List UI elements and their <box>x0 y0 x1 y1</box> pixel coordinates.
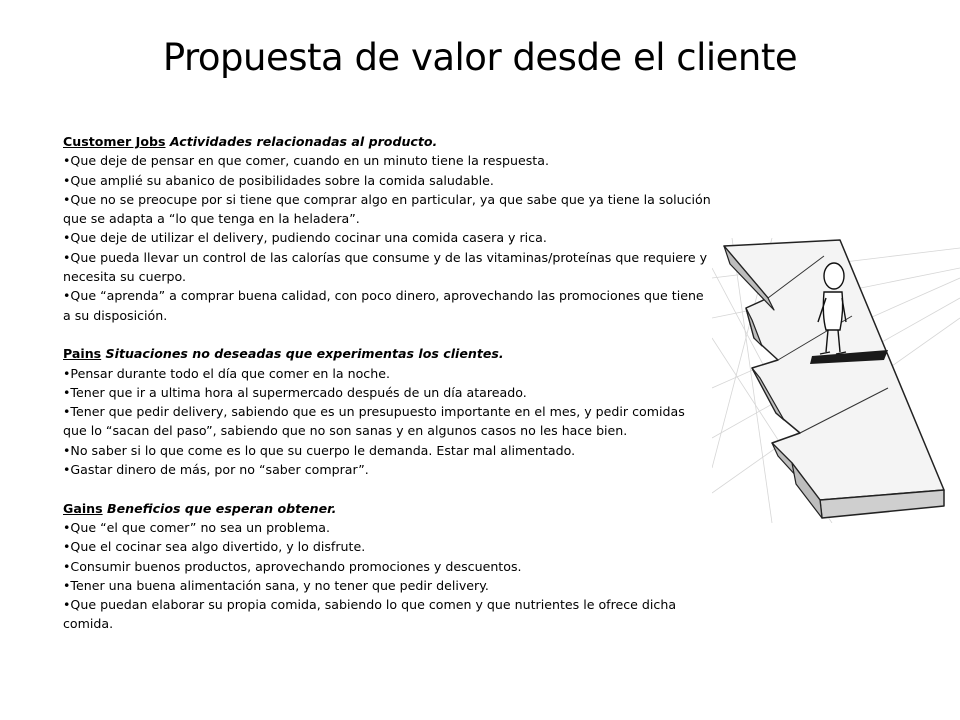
section-key: Pains <box>63 346 102 362</box>
section-description: Beneficios que esperan obtener. <box>102 500 337 516</box>
list-item: •Que deje de pensar en que comer, cuando en un minuto tiene la respuesta. <box>63 153 549 169</box>
path-figure-illustration <box>712 238 960 523</box>
list-item: •Que puedan elaborar su propia comida, sabiendo lo que comen y que nutrientes le ofrece dicha comida. <box>63 597 677 632</box>
list-item: •Pensar durante todo el día que comer en la noche. <box>63 365 390 381</box>
list-item: •Que no se preocupe por si tiene que comprar algo en particular, ya que sabe que ya tiene la solución que se adapta a “lo que tenga en la heladera”. <box>63 191 711 227</box>
section-key: Customer Jobs <box>63 134 166 149</box>
list-item: •Que el cocinar sea algo divertido, y lo disfrute. <box>63 539 366 555</box>
list-item: •Consumir buenos productos, aprovechando promociones y descuentos. <box>63 558 522 574</box>
list-item: •Que amplié su abanico de posibilidades sobre la comida saludable. <box>63 172 494 188</box>
section-customer-jobs <box>63 132 711 325</box>
section-key: Gains <box>63 500 103 516</box>
list-item: •Que deje de utilizar el delivery, pudiendo cocinar una comida casera y rica. <box>63 230 547 246</box>
list-item: •Tener una buena alimentación sana, y no tener que pedir delivery. <box>63 577 489 593</box>
list-item: •Que pueda llevar un control de las calorías que consume y de las vitaminas/proteínas que requiere y necesita su cuerpo. <box>63 249 708 285</box>
list-item: •Que “el que comer” no sea un problema. <box>63 519 330 535</box>
section-gains <box>63 499 711 634</box>
section-description: Actividades relacionadas al producto. <box>165 134 438 149</box>
section-heading <box>63 344 711 363</box>
section-pains <box>63 344 711 479</box>
content-body <box>63 132 711 634</box>
list-item: •No saber si lo que come es lo que su cuerpo le demanda. Estar mal alimentado. <box>63 442 576 458</box>
section-description: Situaciones no deseadas que experimentas los clientes. <box>101 346 504 362</box>
section-heading <box>63 132 711 151</box>
list-item: •Que “aprenda” a comprar buena calidad, con poco dinero, aprovechando las promociones que tiene a su disposición. <box>63 288 704 323</box>
section-heading <box>63 499 711 518</box>
list-item: •Gastar dinero de más, por no “saber comprar”. <box>63 462 369 478</box>
slide-title: Propuesta de valor desde el cliente <box>162 36 798 79</box>
list-item: •Tener que pedir delivery, sabiendo que es un presupuesto importante en el mes, y pedir comidas que lo “sacan del paso”, sabiendo que no son sanas y en algunos casos no les hace bien. <box>63 404 685 439</box>
list-item: •Tener que ir a ultima hora al supermercado después de un día atareado. <box>63 384 527 400</box>
